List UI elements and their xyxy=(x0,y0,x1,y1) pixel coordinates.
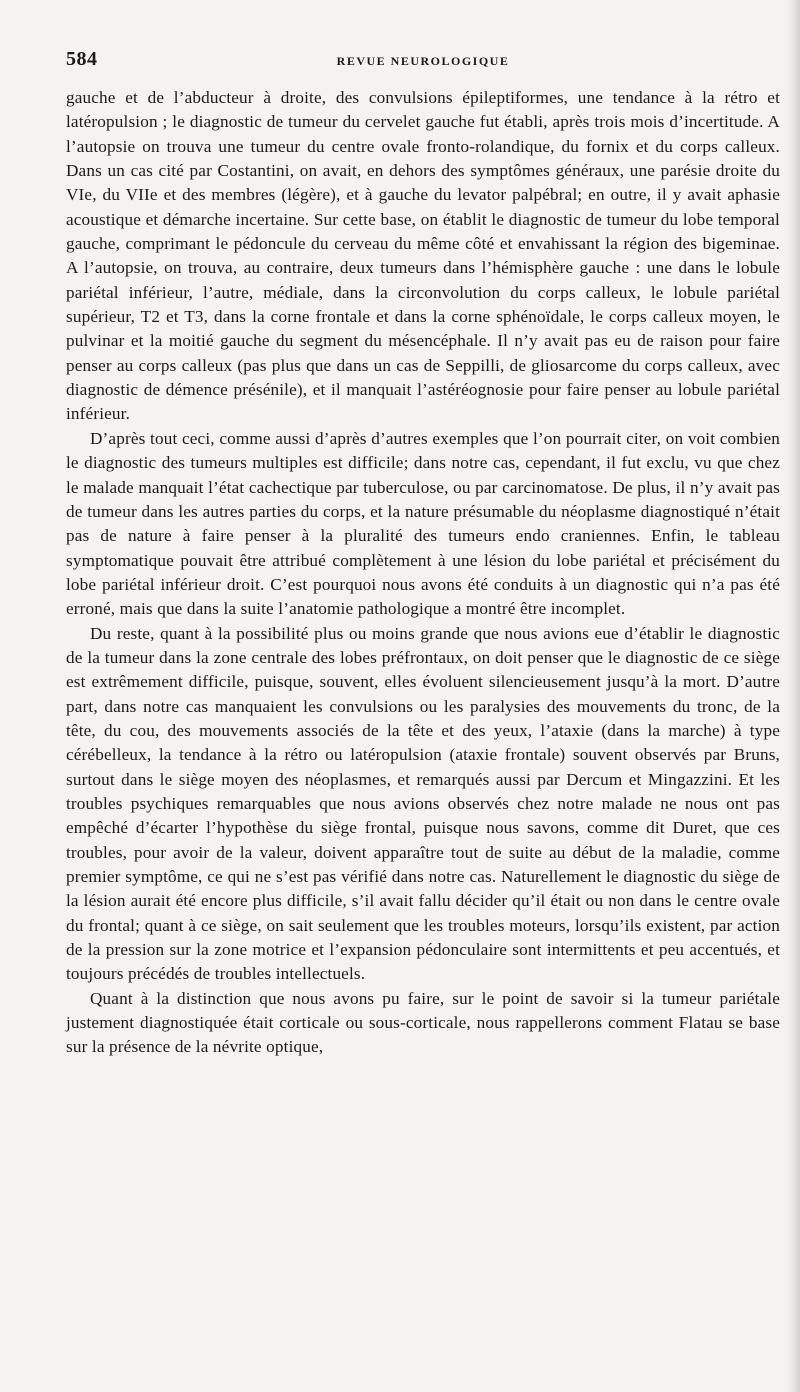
paragraph: gauche et de l’abducteur à droite, des convulsions épileptiformes, une tendance à la rétro et latéropulsion ; le diagnostic de tumeur du cervelet gauche fut établi, après trois mois d’incertitude. A l’autopsie on trouva une tumeur du centre ovale fronto-rolandique, du fornix et du corps calleux. Dans un cas cité par Costantini, on avait, en dehors des symptômes généraux, une parésie droite du VIe, du VIIe et des membres (légère), et à gauche du levator palpébral; en outre, il y avait aphasie acoustique et démarche incertaine. Sur cette base, on établit le diagnostic de tumeur du lobe temporal gauche, comprimant le pédoncule du cerveau du même côté et envahissant la région des bigeminae. A l’autopsie, on trouva, au contraire, deux tumeurs dans l’hémisphère gauche : une dans le lobule pariétal inférieur, l’autre, médiale, dans la circonvolution du corps calleux, le lobule pariétal supérieur, T2 et T3, dans la corne frontale et dans la corne sphénoïdale, le corps calleux moyen, le pulvinar et la moitié gauche du segment du mésencéphale. Il n’y avait pas eu de raison pour faire penser au corps calleux (pas plus que dans un cas de Seppilli, de gliosarcome du corps calleux, avec diagnostic de démence présénile), et il manquait l’astéréognosie pour faire penser au lobule pariétal inférieur. xyxy=(66,88,780,424)
paragraph: Du reste, quant à la possibilité plus ou moins grande que nous avions eue d’établir le diagnostic de la tumeur dans la zone centrale des lobes préfrontaux, on doit penser que le diagnostic de ce siège est extrêmement difficile, puisque, souvent, elles évoluent silencieusement jusqu’à la mort. D’autre part, dans notre cas manquaient les convulsions ou les paralysies des mouvements du tronc, de la tête, du cou, des mouvements associés de la tête et des yeux, l’ataxie (dans la marche) à type cérébelleux, la tendance à la rétro ou latéropulsion (ataxie frontale) souvent observés par Bruns, surtout dans le siège moyen des néoplasmes, et remarqués aussi par Dercum et Mingazzini. Et les troubles psychiques remarquables que nous avions observés chez notre malade ne nous ont pas empêché d’écarter l’hypothèse du siège frontal, puisque nous savons, comme dit Duret, que ces troubles, pour avoir de la valeur, doivent apparaître tout de suite au début de la maladie, comme premier symptôme, ce qui ne s’est pas vérifié dans notre cas. Naturellement le diagnostic du siège de la lésion aurait été encore plus difficile, s’il avait fallu décider qu’il était ou non dans le centre ovale du frontal; quant à ce siège, on sait seulement que les troubles moteurs, lorsqu’ils existent, par action de la pression sur la zone motrice et l’expansion pédonculaire sont intermittents et peu accentués, et toujours précédés de troubles intellectuels. xyxy=(66,623,780,984)
paragraph: D’après tout ceci, comme aussi d’après d’autres exemples que l’on pourrait citer, on voit combien le diagnostic des tumeurs multiples est difficile; dans notre cas, cependant, il fut exclu, vu que chez le malade manquait l’état cachectique par tuberculose, ou par carcinomatose. De plus, il n’y avait pas de tumeur dans les autres parties du corps, et la nature présumable du néoplasme diagnostiqué n’était pas de nature à faire penser à la pluralité des tumeurs endo craniennes. Enfin, le tableau symptomatique pouvait être attribué complètement à une lésion du lobe pariétal et précisément du lobe pariétal inférieur droit. C’est pourquoi nous avons été conduits à un diagnostic qui n’a pas été erroné, mais que dans la suite l’anatomie pathologique a montré être incomplet. xyxy=(66,428,780,619)
paragraph: Quant à la distinction que nous avons pu faire, sur le point de savoir si la tumeur pariétale justement diagnostiquée était corticale ou sous-corticale, nous rappellerons comment Flatau se base sur la présence de la névrite optique, xyxy=(66,988,780,1057)
body-text xyxy=(66,86,780,1060)
running-title: REVUE NEUROLOGIQUE xyxy=(336,54,510,68)
page-number: 584 xyxy=(66,48,98,70)
page-header xyxy=(66,48,780,72)
page-edge-shadow xyxy=(786,0,800,1392)
